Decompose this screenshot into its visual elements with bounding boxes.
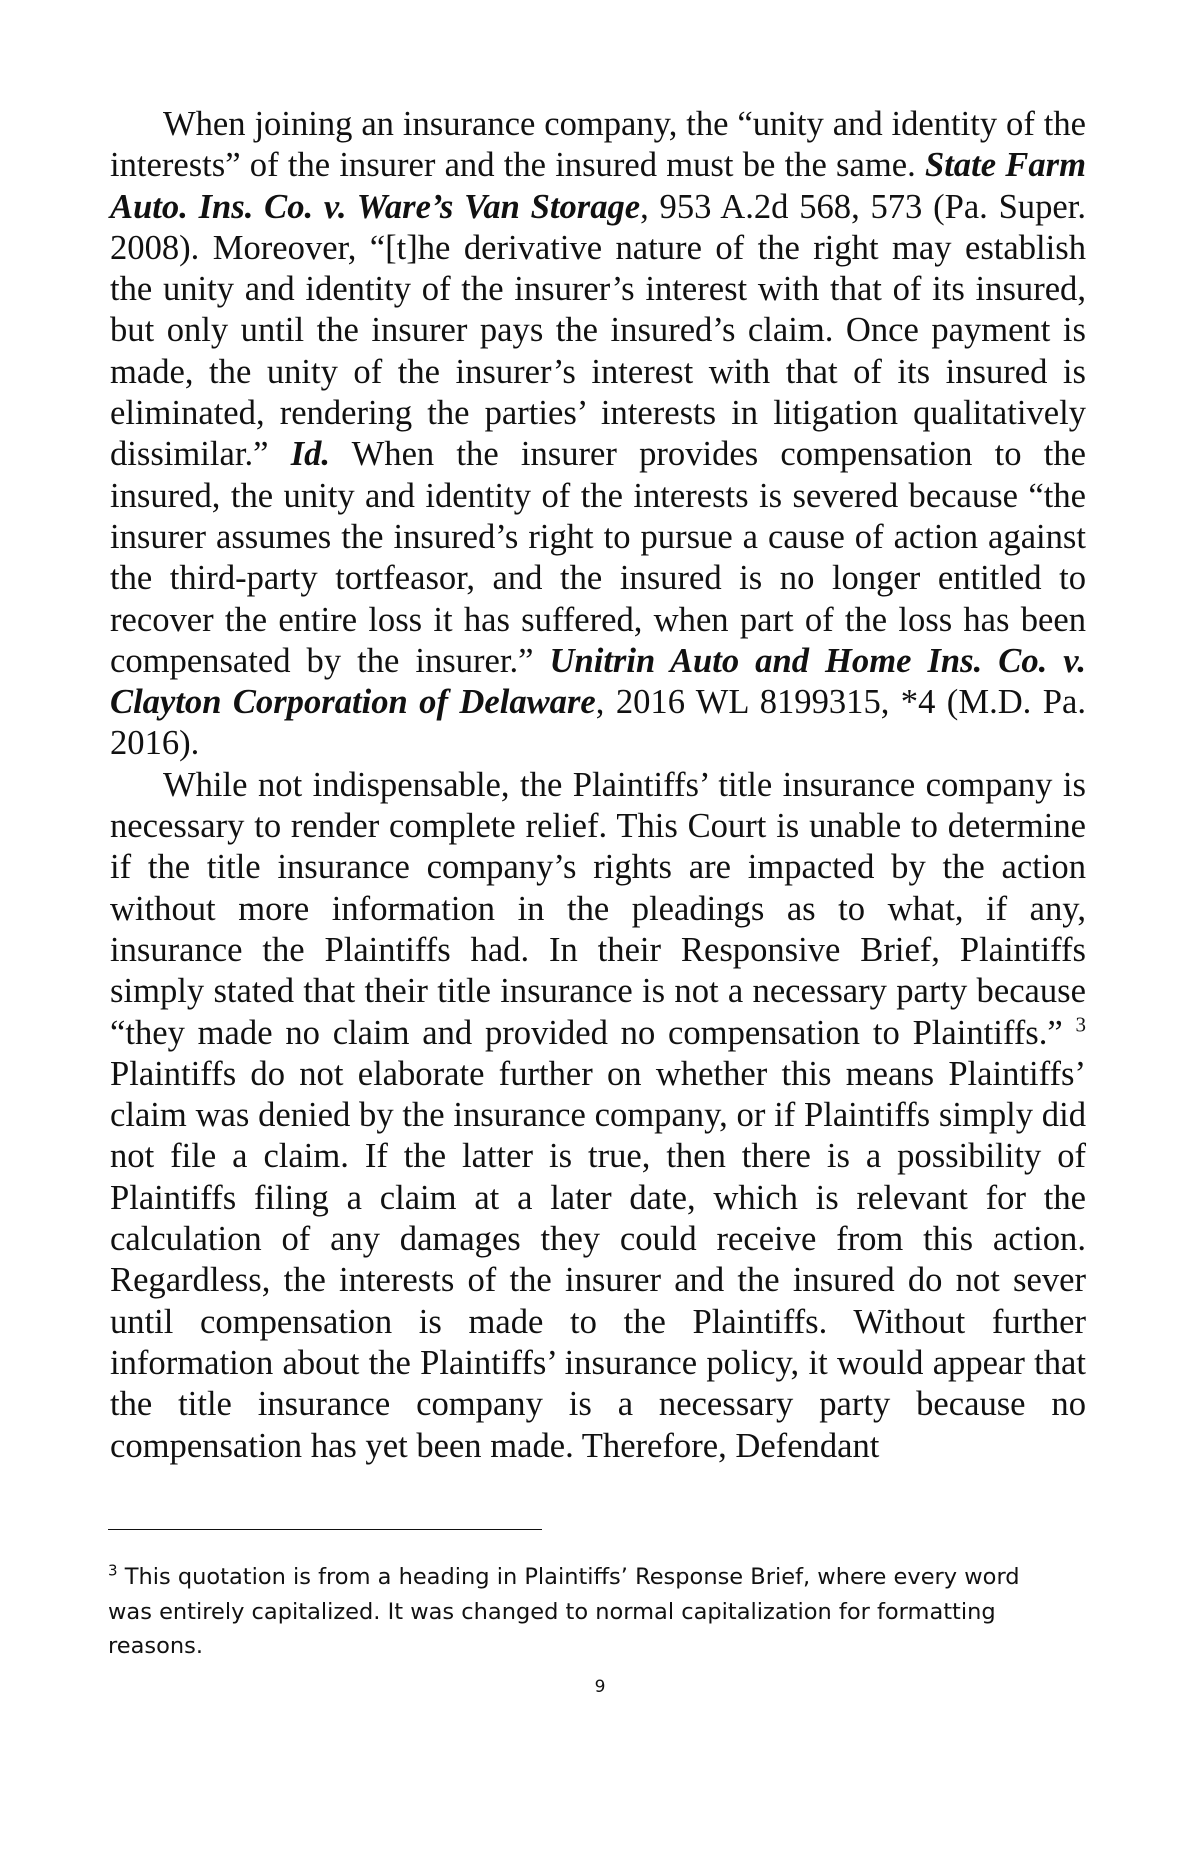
- paragraph-1-text-3: When the insurer provides compensation to the insured, the unity and identity of the interests is severed because “the insurer assumes the insured’s right to pursue a cause of action against the third-party tortfeasor, and the insured is no longer entitled to recover the entire loss it has suffered, when part of the loss has been compensated by the insurer.”: [110, 435, 1086, 680]
- case-citation-unitrin: Unitrin Auto and Home Ins. Co. v. Clayton Corporation of Delaware: [110, 641, 1086, 722]
- footnote-number: 3: [108, 1561, 118, 1580]
- footnote: [108, 1560, 1068, 1664]
- case-citation-id: Id.: [290, 435, 331, 474]
- paragraph-2: [110, 765, 1086, 1467]
- paragraph-1-text-1: When joining an insurance company, the “unity and identity of the interests” of the insurer and the insured must be the same.: [110, 105, 1086, 185]
- page-number: 9: [594, 1677, 606, 1697]
- footnote-reference: 3: [1075, 1012, 1086, 1036]
- paragraph-2-text-1: While not indispensable, the Plaintiffs’ title insurance company is necessary to render complete relief. This Court is unable to determine if the title insurance company’s rights are impacted by the action without more information in the pleadings as to what, if any, insurance the Plaintiffs had. In their Responsive Brief, Plaintiffs simply stated that their title insurance is not a necessary party because “they made no claim and provided no compensation to Plaintiffs.”: [110, 765, 1086, 1052]
- footnote-divider: [108, 1529, 542, 1530]
- paragraph-1-text-2: , 953 A.2d 568, 573 (Pa. Super. 2008). Moreover, “[t]he derivative nature of the right may establish the unity and identity of the insurer’s interest with that of its insured, but only until the insurer pays the insured’s claim. Once payment is made, the unity of the insurer’s interest with that of its insured is eliminated, rendering the parties’ interests in litigation qualitatively dissimilar.”: [110, 187, 1086, 474]
- paragraph-1: [110, 104, 1086, 765]
- footnote-text: This quotation is from a heading in Plaintiffs’ Response Brief, where every word was entirely capitalized. It was changed to normal capitalization for formatting reasons.: [108, 1564, 1020, 1659]
- case-citation-state-farm: State Farm Auto. Ins. Co. v. Ware’s Van Storage: [110, 146, 1086, 226]
- body-text: [110, 104, 1086, 1467]
- paragraph-2-text-2: Plaintiffs do not elaborate further on whether this means Plaintiffs’ claim was denied by the insurance company, or if Plaintiffs simply did not file a claim. If the latter is true, then there is a possibility of Plaintiffs filing a claim at a later date, which is relevant for the calculation of any damages they could receive from this action. Regardless, the interests of the insurer and the insured do not sever until compensation is made to the Plaintiffs. Without further information about the Plaintiffs’ insurance policy, it would appear that the title insurance company is a necessary party because no compensation has yet been made. Therefore, Defendant: [110, 1054, 1086, 1465]
- paragraph-1-text-4: , 2016 WL 8199315, *4 (M.D. Pa. 2016).: [110, 683, 1086, 763]
